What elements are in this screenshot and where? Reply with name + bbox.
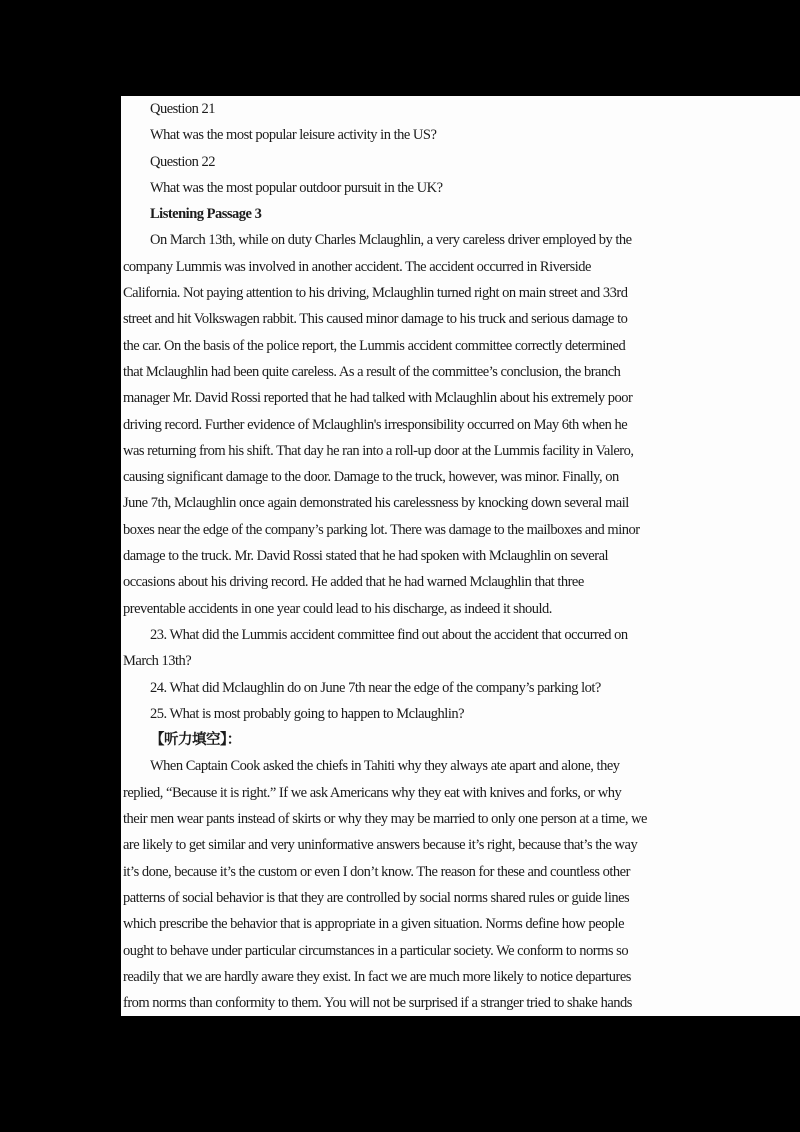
text-line: that Mclaughlin had been quite careless. As a result of the committee’s conclusion, the branch xyxy=(123,363,621,380)
text-line: 24. What did Mclaughlin do on June 7th near the edge of the company’s parking lot? xyxy=(150,679,601,696)
text-line: company Lummis was involved in another accident. The accident occurred in Riverside xyxy=(123,258,591,275)
paragraph-block xyxy=(123,675,793,701)
paragraph-block xyxy=(123,227,793,621)
text-line: 【听力填空】： xyxy=(150,732,241,749)
text-line: preventable accidents in one year could lead to his discharge, as indeed it should. xyxy=(123,600,552,617)
text-line: 23. What did the Lummis accident committee find out about the accident that occurred on xyxy=(150,626,628,643)
text-line: What was the most popular outdoor pursuit in the UK? xyxy=(150,179,443,196)
text-line: patterns of social behavior is that they are controlled by social norms shared rules or guide lines xyxy=(123,889,630,906)
text-line: are likely to get similar and very uninformative answers because it’s right, because that’s the way xyxy=(123,837,638,854)
text-line: June 7th, Mclaughlin once again demonstrated his carelessness by knocking down several mail xyxy=(123,495,629,512)
text-line: it’s done, because it’s the custom or even I don’t know. The reason for these and countless other xyxy=(123,863,630,880)
heading-block xyxy=(123,201,793,227)
text-line: boxes near the edge of the company’s parking lot. There was damage to the mailboxes and minor xyxy=(123,521,640,538)
text-line: When Captain Cook asked the chiefs in Tahiti why they always ate apart and alone, they xyxy=(150,758,620,775)
text-line: manager Mr. David Rossi reported that he had talked with Mclaughlin about his extremely poor xyxy=(123,390,633,407)
paragraph-block xyxy=(123,175,793,201)
text-line: Listening Passage 3 xyxy=(150,206,262,223)
text-line: March 13th? xyxy=(123,653,192,670)
text-line: was returning from his shift. That day he ran into a roll-up door at the Lummis facility in Valero, xyxy=(123,442,634,459)
paragraph-block xyxy=(123,701,793,727)
text-line: street and hit Volkswagen rabbit. This caused minor damage to his truck and serious damage to xyxy=(123,311,628,328)
text-line: their men wear pants instead of skirts or why they may be married to only one person at a time, we xyxy=(123,811,647,828)
text-line: damage to the truck. Mr. David Rossi stated that he had spoken with Mclaughlin on several xyxy=(123,548,609,565)
paragraph-block xyxy=(123,622,793,675)
text-line: occasions about his driving record. He added that he had warned Mclaughlin that three xyxy=(123,574,584,591)
text-line: readily that we are hardly aware they exist. In fact we are much more likely to notice departures xyxy=(123,968,631,985)
document-page xyxy=(121,96,800,1016)
text-line: Question 22 xyxy=(150,153,215,170)
paragraph-block xyxy=(123,149,793,175)
paragraph-block xyxy=(123,122,793,148)
document-text xyxy=(123,96,793,1016)
text-line: 25. What is most probably going to happen to Mclaughlin? xyxy=(150,705,465,722)
text-line: causing significant damage to the door. Damage to the truck, however, was minor. Finally, on xyxy=(123,469,619,486)
paragraph-block xyxy=(123,96,793,122)
text-line: the car. On the basis of the police report, the Lummis accident committee correctly determined xyxy=(123,337,626,354)
text-line: What was the most popular leisure activity in the US? xyxy=(150,127,437,144)
text-line: driving record. Further evidence of Mclaughlin's irresponsibility occurred on May 6th when he xyxy=(123,416,628,433)
text-line: which prescribe the behavior that is appropriate in a given situation. Norms define how people xyxy=(123,916,625,933)
text-line: ought to behave under particular circumstances in a particular society. We conform to norms so xyxy=(123,942,629,959)
text-line: from norms than conformity to them. You will not be surprised if a stranger tried to shake hands xyxy=(123,995,632,1012)
text-line: California. Not paying attention to his driving, Mclaughlin turned right on main street and 33rd xyxy=(123,285,628,302)
text-line: replied, “Because it is right.” If we ask Americans why they eat with knives and forks, or why xyxy=(123,784,622,801)
paragraph-block xyxy=(123,753,793,1016)
heading-block xyxy=(123,727,793,753)
text-line: On March 13th, while on duty Charles Mclaughlin, a very careless driver employed by the xyxy=(150,232,632,249)
text-line: Question 21 xyxy=(150,101,215,117)
